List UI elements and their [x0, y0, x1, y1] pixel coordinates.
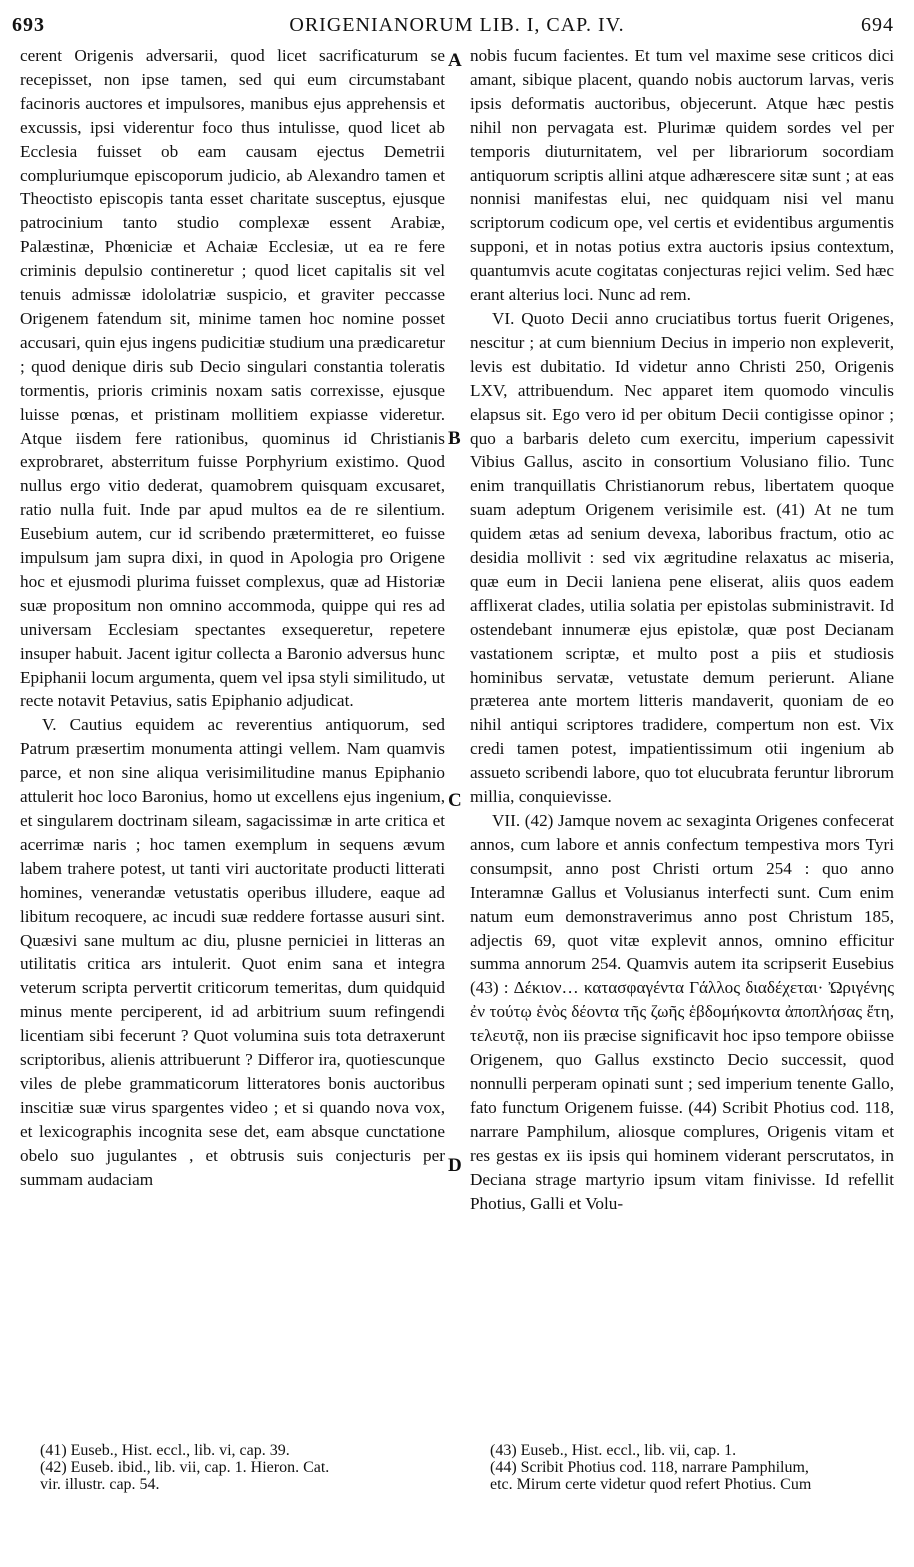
margin-marker-c: C	[448, 790, 462, 811]
left-column	[20, 44, 445, 1192]
footnotes-left	[40, 1442, 440, 1493]
page-header	[0, 8, 914, 42]
running-title: ORIGENIANORUM LIB. I, CAP. IV.	[289, 14, 625, 36]
footnote: (44) Scribit Photius cod. 118, narrare Pamphilum,	[490, 1459, 809, 1476]
paragraph: V. Cautius equidem ac reverentius antiquorum, sed Patrum præsertim monumenta attingi vellem. Nam quamvis parce, et non sine aliqua verisimilitudine manus Epiphanio attulerit hoc loco Baronius, homo ut excellens ejus ingenium, et singularem doctrinam sileam, sagacissimæ in arte critica et acerrimæ naris ; hoc tamen exemplum in sequens ævum labem trahere potest, ut tanti viri auctoritate producti litterati homines, venerandæ vetustatis operibus illudere, eaque ad libitum recoquere, ac incudi suæ reddere fortasse ausuri sint. Quæsivi sane multum ac diu, plusne perniciei in litteras an utilitatis critica ars intulerit. Quot enim sana et integra veterum scripta pervertit criticorum temeritas, dum quidquid minus mente perciperent, id ad arbitrium suum refingendi licentiam sibi fecerunt ? Quot volumina suis tota detraxerunt scriptoribus, alienis attribuerunt ? Differor ira, quotiescunque viles de plebe grammaticorum litteratores bonis auctoribus inscitiæ suæ virus spargentes video ; et si quando nova vox, et lexicographis incognita sese det, eam absque cunctatione obelo suo jugulantes , et obtrusis suis conjecturis per summam audaciam	[20, 715, 445, 1189]
margin-marker-a: A	[448, 50, 462, 71]
page-number-left: 693	[12, 14, 45, 36]
footnote: (43) Euseb., Hist. eccl., lib. vii, cap. 1.	[490, 1442, 737, 1459]
paragraph: VII. (42) Jamque novem ac sexaginta Origenes confecerat annos, cum labore et annis confectum tempestiva mors Tyri consumpsit, anno post Christi ortum 254 : quo anno Interamnæ Gallus et Volusianus interfecti sunt. Cum enim natum eum demonstraverimus anno post Christum 185, adjectis 69, quot vitæ explevit annos, omnino efficitur summa annorum 254. Quamvis autem ita scripserit Eusebius (43) : Δέκιον… κατασφαγέντα Γάλλος διαδέχεται· Ὠριγένης ἐν τούτῳ ἑνὸς δέοντα τῆς ζωῆς ἑβδομήκοντα ἀποπλήσας ἔτη, τελευτᾷ, non iis præcise significavit hoc ipso tempore obiisse Origenem, quo Gallus exstincto Decio successit, quod nonnulli perperam opinati sunt ; sed imperium tenente Gallo, fato functum Origenem fuisse. (44) Scribit Photius cod. 118, narrare Pamphilum, aliosque complures, Origenis vitam et res gestas ex iis ipsis qui hominem viderant perscrutatos, in Deciana strage martyrio ipsum vitam finivisse. Id refellit Photius, Galli et Volu-	[470, 811, 894, 1213]
paragraph: nobis fucum facientes. Et tum vel maxime sese criticos dici amant, sibique placent, quando nobis auctorum larvas, veris ipsis deformatis auctoribus, objecerunt. Atque hæc pestis nihil non pervagata est. Plurimæ quidem sordes vel per temporis diuturnitatem, vel per librariorum socordiam antiquorum scriptis allini atque adhærescere sitæ sunt ; at eas nonnisi manifestas elui, nec quidquam nisi vel manu scriptorum codicum ope, vel certis et evidentibus argumentis supponi, et in notas potius extra auctoris ipsius contextum, quantumvis acute cogitatas conjecturas rejici velim. Sed hæc erant alterius loci. Nunc ad rem.	[470, 46, 894, 305]
margin-marker-b: B	[448, 428, 461, 449]
footnote: (42) Euseb. ibid., lib. vii, cap. 1. Hieron. Cat.	[40, 1459, 330, 1476]
footnote: etc. Mirum certe videtur quod refert Photius. Cum	[490, 1476, 812, 1493]
footnote: (41) Euseb., Hist. eccl., lib. vi, cap. 39.	[40, 1442, 290, 1459]
paragraph: VI. Quoto Decii anno cruciatibus tortus fuerit Origenes, nescitur ; at cum biennium Decius in imperio non expleverit, levis est dubitatio. Id videtur anno Christi 250, Origenis LXV, attribuendum. Nec apparet item quomodo vinculis elapsus sit. Ego vero id per obitum Decii contigisse opinor ; quo a barbaris deleto cum exercitu, imperium capessivit Vibius Gallus, ascito in consortium Volusiano filio. Tunc enim tranquillatis Christianorum rebus, libertatem quoque suam adeptum Origenem verisimile est. (41) At ne tum quidem ætas ad senium devexa, laboribus fractum, otio ac desidia mollivit : sed vix ægritudine relaxatus ac miseria, quæ eum in Decii laniena pene eliserat, aliis quos eadem afflixerat clades, utilia solatia per epistolas subministravit. Id ostendebant innumeræ ejus epistolæ, quæ post Decianam vastationem scriptæ, et multo post a piis et studiosis hominibus servatæ, vetustate demum perierunt. Aliane præterea ante mortem litteris mandaverit, quoniam de eo nihil antiqui scriptores tradidere, compertum non est. Vix credi tamen potest, impatientissimum otii ingenium ab assueto scribendi labore, quo tot elucubrata feruntur librorum millia, conquievisse.	[470, 308, 894, 807]
margin-marker-d: D	[448, 1155, 462, 1176]
paragraph: cerent Origenis adversarii, quod licet sacrificaturum se recepisset, non ipse tamen, sed qui eum circumstabant facinoris auctores et impulsores, manibus ejus apprehensis et excussis, ipsi viderentur foco thus intulisse, quod licet ab Ecclesia fuisset ob eam causam ejectus Demetrii compluriumque episcoporum judicio, ab Alexandro tamen et Theoctisto episcopis tanta esset charitate susceptus, ejusque patrocinium tanto studio complexæ essent Arabiæ, Palæstinæ, Phœniciæ et Achaiæ Ecclesiæ, ut ea re fere criminis depulsio contineretur ; quod licet capitalis sit vel tenuis admissæ idololatriæ suspicio, et graviter peccasse Origenem fatendum sit, minime tamen hoc nomine posset accusari, quin ejus ingens pudicitiæ studium una prædicaretur ; quod denique diris sub Decio singulari constantia toleratis tormentis, prioris criminis noxam satis correxisse, ejusque luisse pœnas, et pristinam mollitiem expiasse videretur. Atque iisdem fere rationibus, quominus id Christianis exprobraret, absterritum fuisse Porphyrium existimo. Quod nullus ergo vitio dederat, quamobrem quisquam excusaret, ratio nulla fuit. Inde par apud multos ea de re silentium. Eusebium autem, cur id scribendo prætermitteret, eo fuisse impulsum jam supra dixi, in quod in Apologia pro Origene hoc et ejusmodi plurima fuisset complexus, quæ ad Historiæ suæ propositum non omnino accommoda, quippe qui res ad universam Ecclesiam spectantes exsequeretur, repetere insuper habuit. Jacent igitur collecta a Baronio adversus hunc Epiphanii locum argumenta, quem vel ipsa styli similitudo, ut recte notavit Petavius, satis Epiphanio adjudicat.	[20, 46, 445, 711]
footnotes-right	[490, 1442, 894, 1493]
right-column	[470, 44, 894, 1215]
page-number-right: 694	[861, 14, 894, 36]
footnote: vir. illustr. cap. 54.	[40, 1476, 160, 1493]
